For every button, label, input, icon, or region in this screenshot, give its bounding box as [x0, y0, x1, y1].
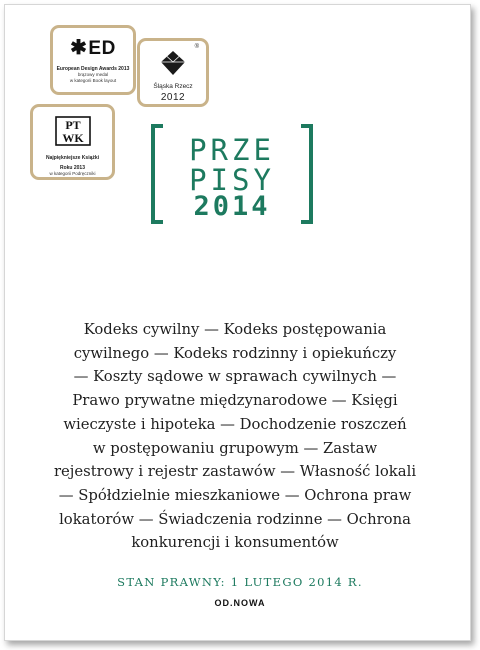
svg-text:WK: WK: [61, 131, 84, 145]
contents-description: [42, 318, 428, 555]
diamond-logo-icon: [159, 49, 187, 77]
registered-mark: ®: [194, 44, 199, 50]
description-line: — Koszty sądowe w sprawach cywilnych —: [73, 368, 397, 386]
description-line: Kodeks cywilny — Kodeks postępowania: [83, 321, 387, 338]
title-line-1: PRZE: [189, 133, 275, 167]
legal-status-date: STAN PRAWNY: 1 LUTEGO 2014 R.: [117, 575, 363, 589]
ed-logo: ✱ED: [70, 37, 116, 59]
publisher-name: OD.NOWA: [214, 598, 266, 608]
description-line: w postępowaniu grupowym — Zastaw: [92, 439, 378, 457]
ptwk-badge-line2: Roku 2013: [59, 165, 85, 171]
description-line: rejestrowy i rejestr zastawów — Własność lokali: [53, 463, 417, 481]
book-title: [151, 124, 313, 224]
description-line: konkurencji i konsumentów: [131, 534, 339, 552]
ed-badge-line1: European Design Awards 2013: [56, 66, 130, 72]
european-design-awards-badge: [50, 25, 136, 95]
slaska-rzecz-name: Śląska Rzecz: [153, 83, 193, 90]
svg-text:PT: PT: [64, 118, 81, 132]
ptwk-badge-line3: w kategorii Podręczniki: [49, 171, 96, 176]
title-year: 2014: [193, 191, 271, 222]
description-line: cywilnego — Kodeks rodzinny i opiekuńczy: [73, 344, 397, 362]
description-line: lokatorów — Świadczenia rodzinne — Ochrona: [59, 510, 411, 528]
ptwk-logo-icon: [55, 116, 91, 146]
ptwk-badge: [30, 104, 115, 180]
asterisk-icon: ✱: [70, 37, 88, 59]
ed-badge-line2: brązowy medal: [77, 72, 109, 77]
slaska-rzecz-year: 2012: [160, 92, 186, 103]
description-line: wieczyste i hipoteka — Dochodzenie roszczeń: [63, 415, 407, 433]
description-line: — Spółdzielnie mieszkaniowe — Ochrona praw: [58, 486, 412, 504]
title-line-2: PISY: [189, 163, 275, 197]
description-line: Prawo prywatne międzynarodowe — Księgi: [72, 392, 398, 410]
slaska-rzecz-badge: [137, 38, 209, 107]
ptwk-badge-line1: Najpiękniejsze Książki: [45, 155, 100, 161]
ed-badge-line3: w kategorii Book layout: [69, 78, 117, 83]
